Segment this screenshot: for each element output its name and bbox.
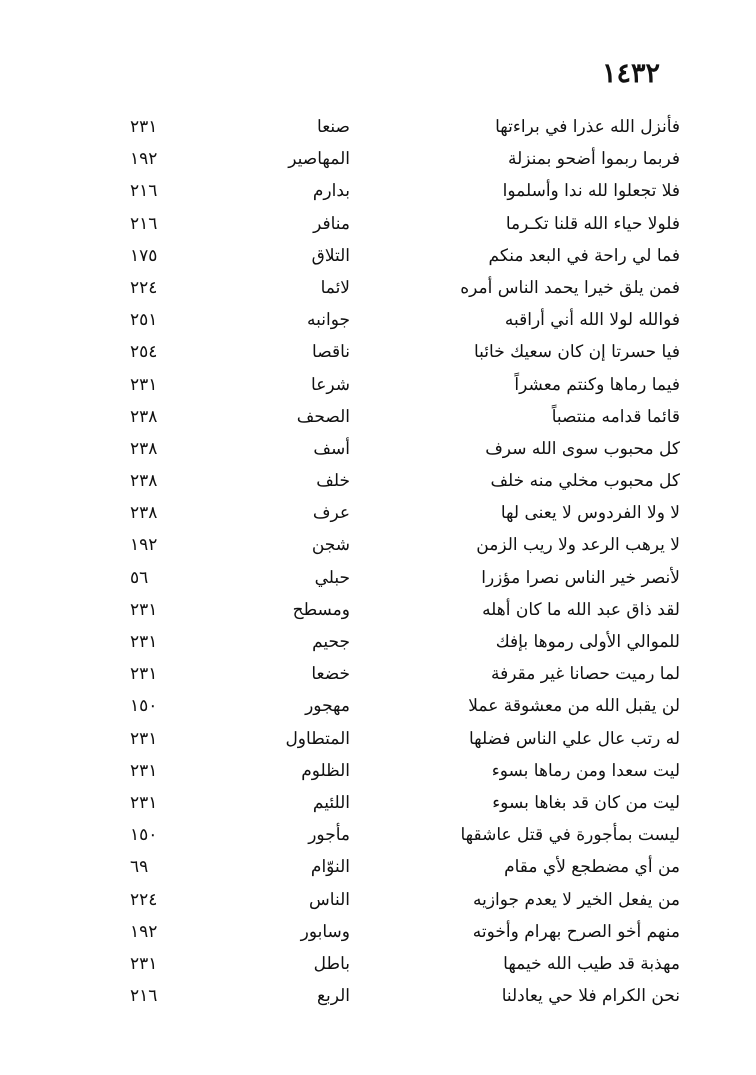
- index-row: [0, 144, 756, 176]
- page-reference: ١٩٢: [130, 149, 158, 170]
- verse-text: فأنزل الله عذرا في براءتها: [495, 117, 680, 137]
- verse-text: من يفعل الخير لا يعدم جوازيه: [472, 889, 680, 910]
- index-row: [0, 949, 756, 981]
- index-row: [0, 981, 756, 1013]
- index-row: [0, 691, 756, 723]
- index-row: [0, 337, 756, 369]
- page-reference: ٢٣٨: [130, 406, 158, 427]
- page-reference: ٢٣١: [130, 792, 158, 813]
- verse-text: فيا حسرتا إن كان سعيك خائبا: [473, 342, 680, 363]
- index-row: [0, 852, 756, 884]
- rhyme-word: حبلي: [314, 567, 350, 588]
- page-reference: ٢٣٨: [130, 438, 158, 459]
- index-row: [0, 209, 756, 241]
- verse-text: ليست بمأجورة في قتل عاشقها: [460, 825, 680, 846]
- page-reference: ٢١٦: [130, 213, 158, 234]
- index-row: [0, 724, 756, 756]
- page-reference: ٢٥١: [130, 310, 158, 331]
- page-reference: ١٩٢: [130, 535, 158, 556]
- verse-text: للموالي الأولى رموها بإفك: [495, 632, 680, 652]
- page-reference: ٢٣١: [130, 664, 158, 685]
- verse-text: فوالله لولا الله أني أراقبه: [504, 310, 680, 331]
- verse-text: فما لي راحة في البعد منكم: [488, 245, 680, 266]
- verse-text: لأنصر خير الناس نصرا مؤزرا: [481, 567, 680, 588]
- index-row: [0, 595, 756, 627]
- verse-text: كل محبوب مخلي منه خلف: [490, 471, 680, 492]
- rhyme-word: عرف: [312, 503, 350, 524]
- rhyme-word: مهجور: [305, 696, 350, 717]
- rhyme-word: وسابور: [300, 921, 350, 942]
- page-number: ١٤٣٢: [601, 58, 660, 89]
- verse-text: لا يرهب الرعد ولا ريب الزمن: [476, 535, 680, 556]
- verse-index-list: [0, 112, 756, 1013]
- page-reference: ١٧٥: [130, 245, 158, 266]
- verse-text: لن يقبل الله من معشوقة عملا: [468, 696, 680, 717]
- page-reference: ١٥٠: [130, 696, 158, 717]
- verse-text: فيما رماها وكنتم معشراً: [514, 374, 680, 395]
- rhyme-word: التلاق: [311, 245, 350, 266]
- index-row: [0, 659, 756, 691]
- page-reference: ٢٣١: [130, 953, 158, 974]
- page-reference: ٢١٦: [130, 986, 158, 1007]
- index-row: [0, 885, 756, 917]
- page-reference: ٢٢٤: [130, 277, 158, 298]
- verse-text: فلولا حياء الله قلنا تكـرما: [505, 213, 680, 234]
- verse-text: قائما قدامه منتصباً: [551, 406, 680, 427]
- index-row: [0, 820, 756, 852]
- page-reference: ٢٣١: [130, 760, 158, 781]
- index-row: [0, 627, 756, 659]
- page-reference: ٢٣١: [130, 599, 158, 620]
- rhyme-word: صنعا: [317, 117, 350, 137]
- rhyme-word: جحيم: [312, 632, 350, 652]
- rhyme-word: لائما: [320, 277, 350, 298]
- rhyme-word: مأجور: [308, 825, 350, 846]
- index-row: [0, 305, 756, 337]
- verse-text: من أي مضطجع لأي مقام: [504, 857, 680, 878]
- rhyme-word: اللئيم: [312, 792, 350, 813]
- page-reference: ٢٢٤: [130, 889, 158, 910]
- rhyme-word: أسف: [313, 438, 350, 459]
- rhyme-word: الظلوم: [301, 760, 350, 781]
- index-row: [0, 273, 756, 305]
- index-row: [0, 241, 756, 273]
- index-row: [0, 402, 756, 434]
- index-row: [0, 466, 756, 498]
- verse-text: مهذبة قد طيب الله خيمها: [503, 953, 680, 974]
- verse-text: لا ولا الفردوس لا يعنى لها: [500, 503, 680, 524]
- index-row: [0, 917, 756, 949]
- verse-text: فلا تجعلوا لله ندا وأسلموا: [502, 181, 680, 202]
- verse-text: له رتب عال علي الناس فضلها: [468, 728, 680, 749]
- index-row: [0, 530, 756, 562]
- index-row: [0, 788, 756, 820]
- index-row: [0, 112, 756, 144]
- index-row: [0, 563, 756, 595]
- verse-text: كل محبوب سوى الله سرف: [485, 438, 680, 459]
- rhyme-word: ناقصا: [312, 342, 350, 363]
- rhyme-word: الربع: [316, 986, 350, 1007]
- rhyme-word: المتطاول: [285, 728, 350, 749]
- rhyme-word: بدارم: [312, 181, 350, 202]
- page-reference: ٢٣٨: [130, 471, 158, 492]
- rhyme-word: خضعا: [311, 664, 350, 685]
- rhyme-word: النوّام: [310, 857, 350, 878]
- page-reference: ١٩٢: [130, 921, 158, 942]
- rhyme-word: ومسطح: [292, 599, 350, 620]
- verse-text: منهم أخو الصرح بهرام وأخوته: [472, 921, 680, 942]
- rhyme-word: باطل: [313, 953, 350, 974]
- page-reference: ١٥٠: [130, 825, 158, 846]
- rhyme-word: منافر: [313, 213, 350, 234]
- rhyme-word: الناس: [309, 889, 350, 910]
- page-reference: ٥٦: [130, 567, 149, 588]
- index-row: [0, 176, 756, 208]
- rhyme-word: شجن: [311, 535, 350, 556]
- page-reference: ٢٣١: [130, 728, 158, 749]
- page-reference: ٢٣١: [130, 632, 158, 652]
- index-row: [0, 434, 756, 466]
- rhyme-word: المهاصير: [288, 149, 350, 170]
- page-reference: ٢٣١: [130, 117, 158, 137]
- verse-text: فمن يلق خيرا يحمد الناس أمره: [460, 277, 680, 298]
- page-reference: ٢١٦: [130, 181, 158, 202]
- rhyme-word: الصحف: [296, 406, 350, 427]
- index-row: [0, 756, 756, 788]
- verse-text: لقد ذاق عبد الله ما كان أهله: [482, 599, 680, 620]
- verse-text: ليت سعدا ومن رماها بسوء: [491, 760, 680, 781]
- rhyme-word: شرعا: [311, 374, 350, 395]
- verse-text: نحن الكرام فلا حي يعادلنا: [501, 986, 680, 1007]
- page-reference: ٢٣١: [130, 374, 158, 395]
- page-reference: ٢٥٤: [130, 342, 158, 363]
- page-reference: ٢٣٨: [130, 503, 158, 524]
- rhyme-word: خلف: [316, 471, 350, 492]
- page-reference: ٦٩: [130, 857, 149, 878]
- verse-text: فربما ربموا أضحو بمنزلة: [507, 149, 680, 170]
- verse-text: ليت من كان قد بغاها بسوء: [492, 792, 680, 813]
- index-row: [0, 498, 756, 530]
- verse-text: لما رميت حصانا غير مقرفة: [490, 664, 680, 685]
- index-row: [0, 370, 756, 402]
- rhyme-word: جوانبه: [307, 310, 350, 331]
